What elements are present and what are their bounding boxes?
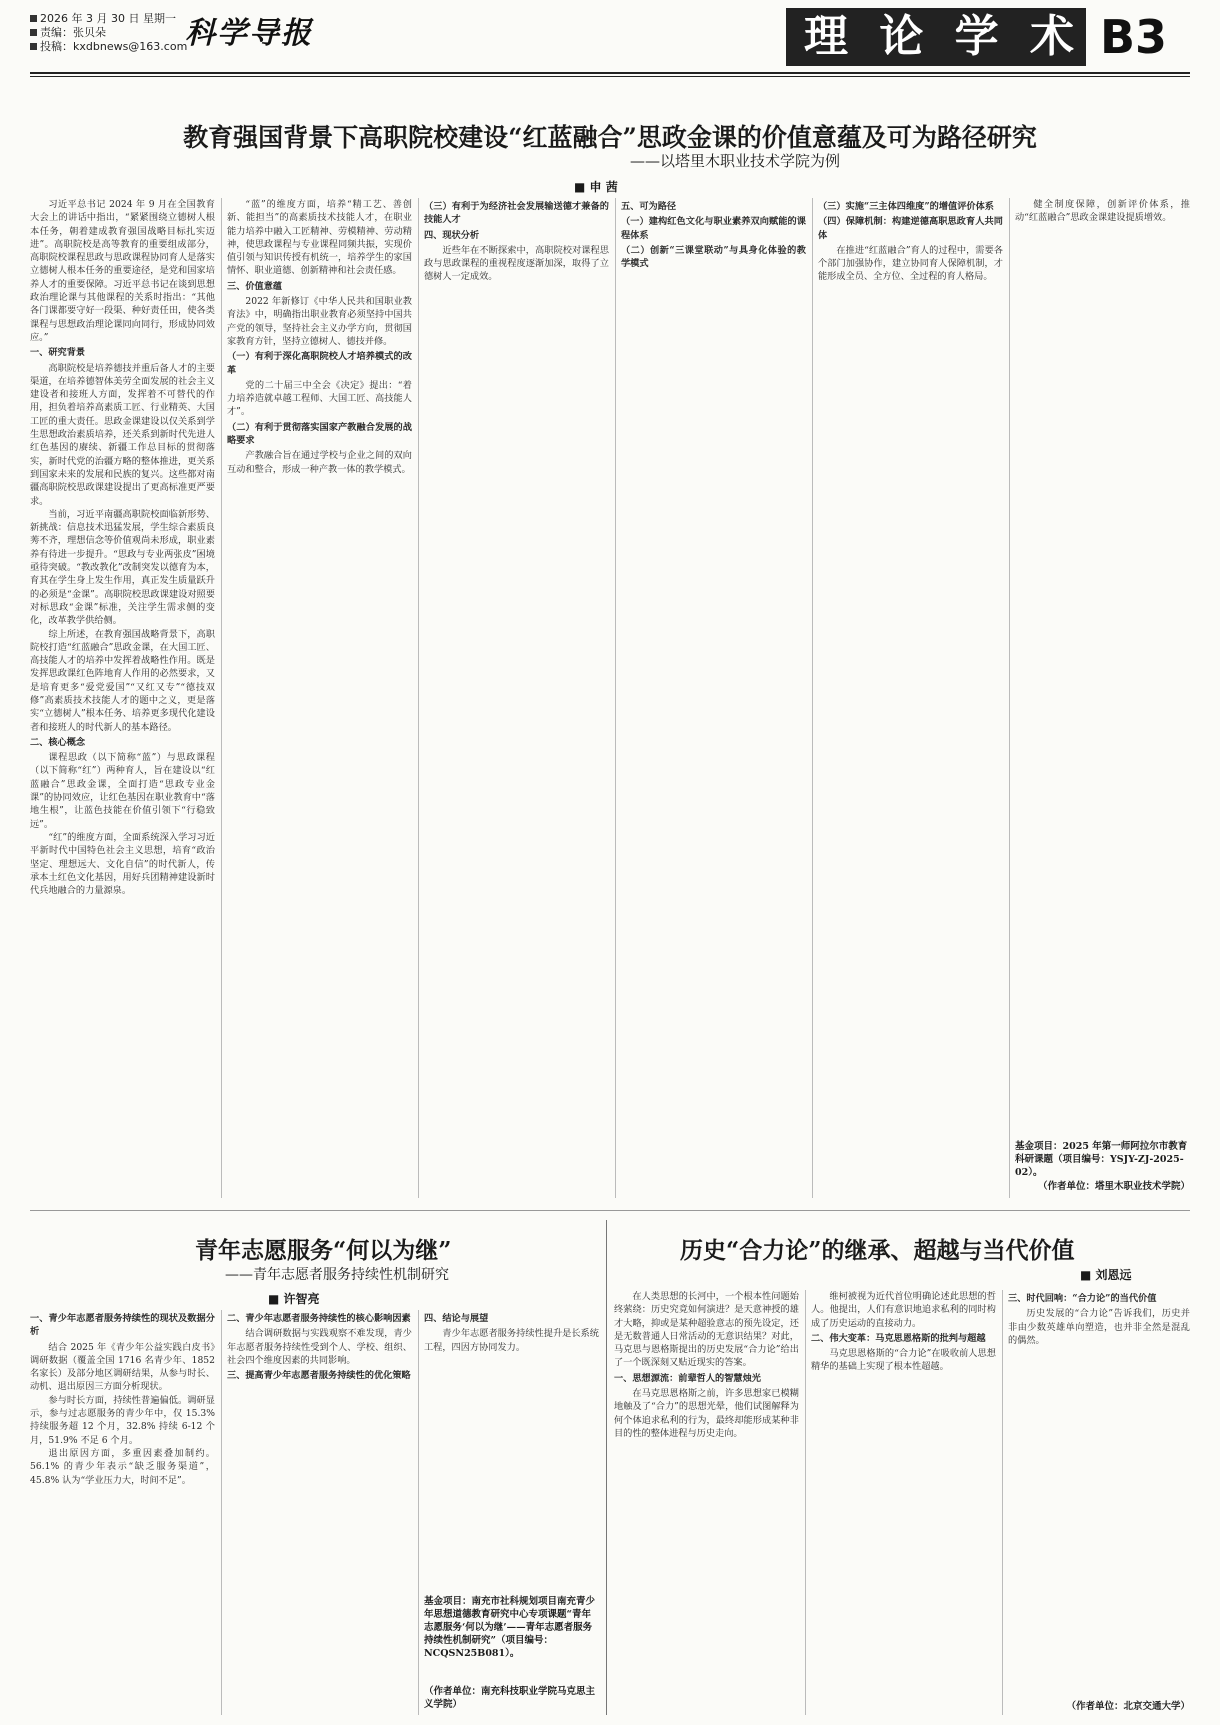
article3-col1: 在人类思想的长河中，一个根本性问题始终萦绕：历史究竟如何演进？是天意神授的雄才大略，抑或是某种超验意志的预先设定，还是无数普通人日常活动的无意识结果？对此，马克思与恩格斯提出的历史发展“合力论”给出了一个既深刻又贴近现实的答案。 一、思想源流：前辈哲人的智慧烛光 在马克思恩格斯之前，许多思想家已模糊地触及了“合力”的思想光晕，他们试图解释为何个体追求私利的行为，最终却能形成某种非目的性的整体进程与历史走向。 (614, 1291, 799, 1439)
article1-col4: 五、可为路径 （一）建构红色文化与职业素养双向赋能的课程体系 （二）创新“三课堂联动”与具身化体验的教学模式 (621, 201, 806, 270)
article2-col3: 四、结论与展望 青少年志愿者服务持续性提升是长系统工程，四因方协同发力。 (424, 1313, 599, 1353)
bullet-square-icon (30, 43, 37, 50)
masthead-rule (30, 72, 1190, 74)
article1-author-unit: （作者单位：塔里木职业技术学院） (1037, 1181, 1190, 1192)
article1-col2: “蓝”的维度方面，培养“精工艺、善创新、能担当”的高素质技术技能人才，在职业能力培养中融入工匠精神、劳模精神、劳动精神，使思政课程与专业课程同频共振，实现价值引领与知识传授有机统一，培养学生的家国情怀、职业道德、创新精神和社会责任感。 三、价值意蕴 2022 年新修订《中华人民共和国职业教育法》中，明确指出职业教育必须坚持中国共产党的领导，坚持社会主义办学方向，贯彻国家教育方针，坚持立德树人、德技并修。 （一）有利于深化高职院校人才培养模式的改革 党的二十届三中全会《决定》提出：“着力培养造就卓越工程师、大国工匠、高技能人才”。 （二）有利于贯彻落实国家产教融合发展的战略要求 产教融合旨在通过学校与企业之间的双向互动和整合，形成一种产教一体的教学模式。 (227, 199, 412, 475)
article3-author: ■ 刘恩远 (1080, 1268, 1132, 1282)
column-divider (418, 198, 419, 1198)
article2-col1: 一、青少年志愿者服务持续性的现状及数据分析 结合 2025 年《青少年公益实践白皮书》调研数据（覆盖全国 1716 名青少年、1852 名家长）及部分地区调研结果，从参与时长、动机、退出原因三方面分析现状。 参与时长方面，持续性普遍偏低。调研显示，参与过志愿服务的青少年中，仅 15.3% 持续服务超 12 个月，32.8% 持续 6-12 个月，51.9% 不足 6 个月。 退出原因方面，多重因素叠加制约。56.1% 的青少年表示“缺乏服务渠道”，45.8% 认为“学业压力大，时间不足”。 (30, 1313, 215, 1486)
article1-col1: 习近平总书记 2024 年 9 月在全国教育大会上的讲话中指出，“紧紧围绕立德树人根本任务，朝着建成教育强国战略目标扎实迈进”。高职院校是高等教育的重要组成部分，高职院校课程思政与思政课程协同育人是落实立德树人根本任务的重要途径，是党和国家培养人才的重要保障。习近平总书记在谈到思想政治理论课与其他课程的关系时指出：“其他各门课都要守好一段渠、种好责任田，使各类课程与思想政治理论课同向同行，形成协同效应。” 一、研究背景 高职院校是培养德技并重后备人才的主要渠道，在培养德智体美劳全面发展的社会主义建设者和接班人方面，发挥着不可替代的作用，担负着培养高素质工匠、行业精英、大国工匠的重大责任。思政金课建设以仅关系到学生思想政治素质培养，还关系到新时代先进人红色基因的赓续、新疆工作总目标的贯彻落实，新时代党的治疆方略的整体推进，更关系到国家未来的发展和民族的复兴。这些都对南疆高职院校思政课建设提出了更高标准更严要求。 当前，习近平南疆高职院校面临新形势、新挑战：信息技术迅猛发展，学生综合素质良莠不齐，理想信念等价值观尚未形成，职业素养有待进一步提升。“思政与专业两张皮”困境亟待突破。“教改教化”改制突发以德育为本，育其在学生身上发生作用，真正发生质量跃升的必须是“金课”。高职院校思政课建设对照要对标思政“金课”标准，关注学生需求侧的变化，改革教学供给侧。 综上所述，在教育强国战略背景下，高职院校打造“红蓝融合”思政金课，在大国工匠、高技能人才的培养中发挥着战略性作用。既是发挥思政课红色阵地育人作用的必然要求，又是培育更多“爱党爱国”“又红又专”“德技双修”高素质技术技能人才的题中之义，更是落实“立德树人”根本任务、培养更多现代化建设者和接班人的时代新人的基本路径。 二、核心概念 课程思政（以下简称“蓝”）与思政课程（以下简称“红”）两种育人，旨在建设以“红蓝融合”思政金课，全面打造“思政专业金课”的协同效应，让红色基因在职业教育中“落地生根”，让蓝色技能在价值引领下“行稳致远”。 “红”的维度方面，全面系统深入学习习近平新时代中国特色社会主义思想，培育“政治坚定、理想远大、文化自信”的时代新人，传承本土红色文化基因，用好兵团精神建设新时代兵地融合的力量源泉。 (30, 199, 215, 897)
article2-fund: 基金项目：南充市社科规划项目南充青少年思想道德教育研究中心专项课题“青年志愿服务‘何以为继’——青年志愿者服务持续性机制研究”（项目编号：NCQSN25B081）。 (424, 1596, 596, 1659)
article1-col3: （三）有利于为经济社会发展输送德才兼备的技能人才 四、现状分析 近些年在不断探索中，高职院校对课程思政与思政课程的重视程度逐渐加深，取得了立德树人一定成效。 (424, 201, 609, 283)
section-divider (30, 1210, 1190, 1211)
paper-name: 科学导报 (185, 16, 313, 51)
email-line: 投稿：kxdbnews@163.com (30, 40, 187, 54)
section-banner (786, 8, 1086, 66)
article3-col2: 维柯被视为近代首位明确论述此思想的哲人。他提出，人们有意识地追求私利的同时构成了历史运动的直接动力。 二、伟大变革：马克思恩格斯的批判与超越 马克思恩格斯的“合力论”在吸收前人思想精华的基础上实现了根本性超越。 (811, 1291, 996, 1373)
editor-line: 责编：张贝朵 (30, 26, 187, 40)
column-divider (221, 198, 222, 1198)
article3-col3: 三、时代回响：“合力论”的当代价值 历史发展的“合力论”告诉我们，历史并非由少数英雄单向塑造，也并非全然是混乱的偶然。 (1008, 1293, 1190, 1346)
article1-title: 教育强国背景下高职院校建设“红蓝融合”思政金课的价值意蕴及可为路径研究 (183, 123, 1037, 152)
article3-author-unit: （作者单位：北京交通大学） (1066, 1701, 1190, 1712)
bullet-square-icon (30, 15, 37, 22)
article2-subtitle: ——青年志愿者服务持续性机制研究 (225, 1267, 449, 1283)
article3-title: 历史“合力论”的继承、超越与当代价值 (680, 1237, 1075, 1264)
section-title: 理 论 学 术 (804, 11, 1082, 62)
column-divider (812, 198, 813, 1198)
article2-author: ■ 许智亮 (268, 1292, 320, 1306)
article1-subtitle: ——以塔里木职业技术学院为例 (629, 152, 840, 170)
column-divider (221, 1310, 222, 1715)
column-divider (418, 1310, 419, 1715)
article1-author: ■ 申 茜 (574, 180, 618, 194)
page-number: B3 (1100, 10, 1168, 64)
article2-title: 青年志愿服务“何以为继” (195, 1237, 452, 1264)
issue-date: 2026 年 3 月 30 日 星期一 (30, 12, 187, 26)
header-meta (30, 12, 187, 54)
column-divider (1002, 1290, 1003, 1715)
article2-col2: 二、青少年志愿者服务持续性的核心影响因素 结合调研数据与实践观察不难发现，青少年志愿者服务持续性受到个人、学校、组织、社会四个维度因素的共同影响。 三、提高青少年志愿者服务持续性的优化策略 (227, 1313, 412, 1382)
masthead-rule-thin (30, 76, 1190, 77)
article1-col5: （三）实施“三主体四维度”的增值评价体系 （四）保障机制：构建逆德高职思政育人共同体 在推进“红蓝融合”育人的过程中，需要各个部门加强协作，建立协同育人保障机制，才能形成全员、全方位、全过程的育人格局。 (818, 201, 1003, 283)
column-divider (805, 1290, 806, 1715)
article2-author-unit: （作者单位：南充科技职业学院马克思主义学院） (424, 1686, 596, 1710)
article1-fund: 基金项目：2025 年第一师阿拉尔市教育科研课题（项目编号：YSJY-ZJ-2025-02）。 (1015, 1141, 1188, 1178)
column-divider (615, 198, 616, 1198)
article-divider (606, 1220, 607, 1715)
article1-col6: 健全制度保障，创新评价体系，推动“红蓝融合”思政金课建设提质增效。 (1015, 199, 1190, 224)
bullet-square-icon (30, 29, 37, 36)
column-divider (1009, 198, 1010, 1198)
